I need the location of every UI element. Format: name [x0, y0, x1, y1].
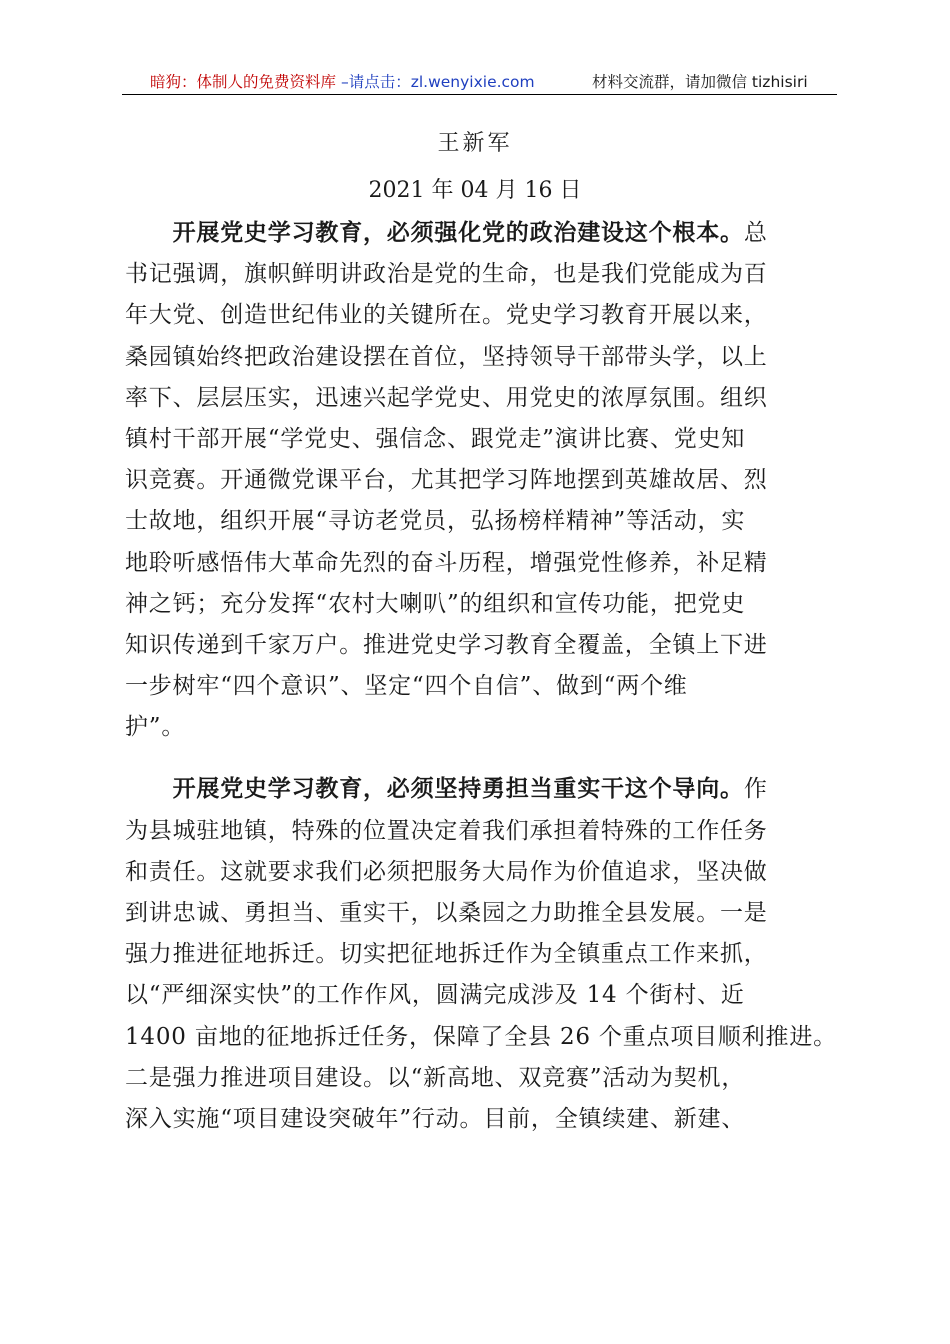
paragraph-1-first-line [125, 213, 825, 254]
header-brand: 暗狗：体制人的免费资料库 [150, 73, 337, 91]
text-line: 地聆听感悟伟大革命先烈的奋斗历程，增强党性修养，补足精 [125, 549, 768, 576]
paragraph-2-first-tail: 作 [743, 776, 768, 803]
text-line: 以“严细深实快”的工作作风，圆满完成涉及 14 个街村、近 [125, 982, 745, 1009]
text-line: 桑园镇始终把政治建设摆在首位，坚持领导干部带头学，以上 [125, 343, 768, 370]
paragraph-2 [125, 769, 837, 1140]
publish-date: 2021 年 04 月 16 日 [368, 178, 582, 203]
text-line: 深入实施“项目建设突破年”行动。目前，全镇续建、新建、 [125, 1105, 746, 1132]
text-line: 到讲忠诚、勇担当、重实干，以桑园之力助推全县发展。一是 [125, 900, 768, 926]
header-url-link[interactable]: zl.wenyixie.com [410, 73, 535, 91]
text-line: 年大党、创造世纪伟业的关键所在。党史学习教育开展以来， [125, 302, 768, 329]
text-line: 护”。 [125, 714, 186, 741]
text-line: 为县城驻地镇，特殊的位置决定着我们承担着特殊的工作任务 [125, 817, 768, 844]
paragraph-1 [125, 213, 825, 748]
header-wechat: 材料交流群，请加微信 tizhisiri [592, 73, 808, 91]
text-line: 强力推进征地拆迁。切实把征地拆迁作为全镇重点工作来抓， [125, 941, 768, 968]
author-name: 王新军 [437, 131, 513, 156]
paragraph-2-lines [125, 811, 837, 1141]
text-line: 镇村干部开展“学党史、强信念、跟党走”演讲比赛、党史知 [125, 425, 746, 452]
article-body [125, 213, 837, 1140]
text-line: 士故地，组织开展“寻访老党员，弘扬榜样精神”等活动，实 [125, 508, 746, 535]
text-line: 书记强调，旗帜鲜明讲政治是党的生命，也是我们党能成为百 [125, 261, 768, 288]
text-line: 率下、层层压实，迅速兴起学党史、用党史的浓厚氛围。组织 [125, 384, 768, 411]
paragraph-1-first-tail: 总 [743, 220, 768, 246]
text-line: 知识传递到千家万户。推进党史学习教育全覆盖，全镇上下进 [125, 631, 768, 658]
text-line: 神之钙；充分发挥“农村大喇叭”的组织和宣传功能，把党史 [125, 590, 746, 617]
text-line: 一步树牢“四个意识”、坚定“四个自信”、做到“两个维 [125, 673, 688, 700]
page-header [122, 64, 837, 95]
paragraph-2-lead: 开展党史学习教育，必须坚持勇担当重实干这个导向。 [172, 776, 744, 803]
text-line: 1400 亩地的征地拆迁任务，保障了全县 26 个重点项目顺利推进。 [125, 1023, 837, 1050]
paragraph-2-first-line [125, 769, 825, 810]
paragraph-1-lead: 开展党史学习教育，必须强化党的政治建设这个根本。 [172, 220, 744, 246]
paragraph-1-lines [125, 254, 825, 748]
header-dash: –请点击： [336, 73, 411, 91]
text-line: 和责任。这就要求我们必须把服务大局作为价值追求，坚决做 [125, 858, 768, 885]
header-left [150, 70, 535, 92]
text-line: 识竞赛。开通微党课平台，尤其把学习阵地摆到英雄故居、烈 [125, 467, 768, 494]
text-line: 二是强力推进项目建设。以“新高地、双竞赛”活动为契机， [125, 1064, 746, 1091]
